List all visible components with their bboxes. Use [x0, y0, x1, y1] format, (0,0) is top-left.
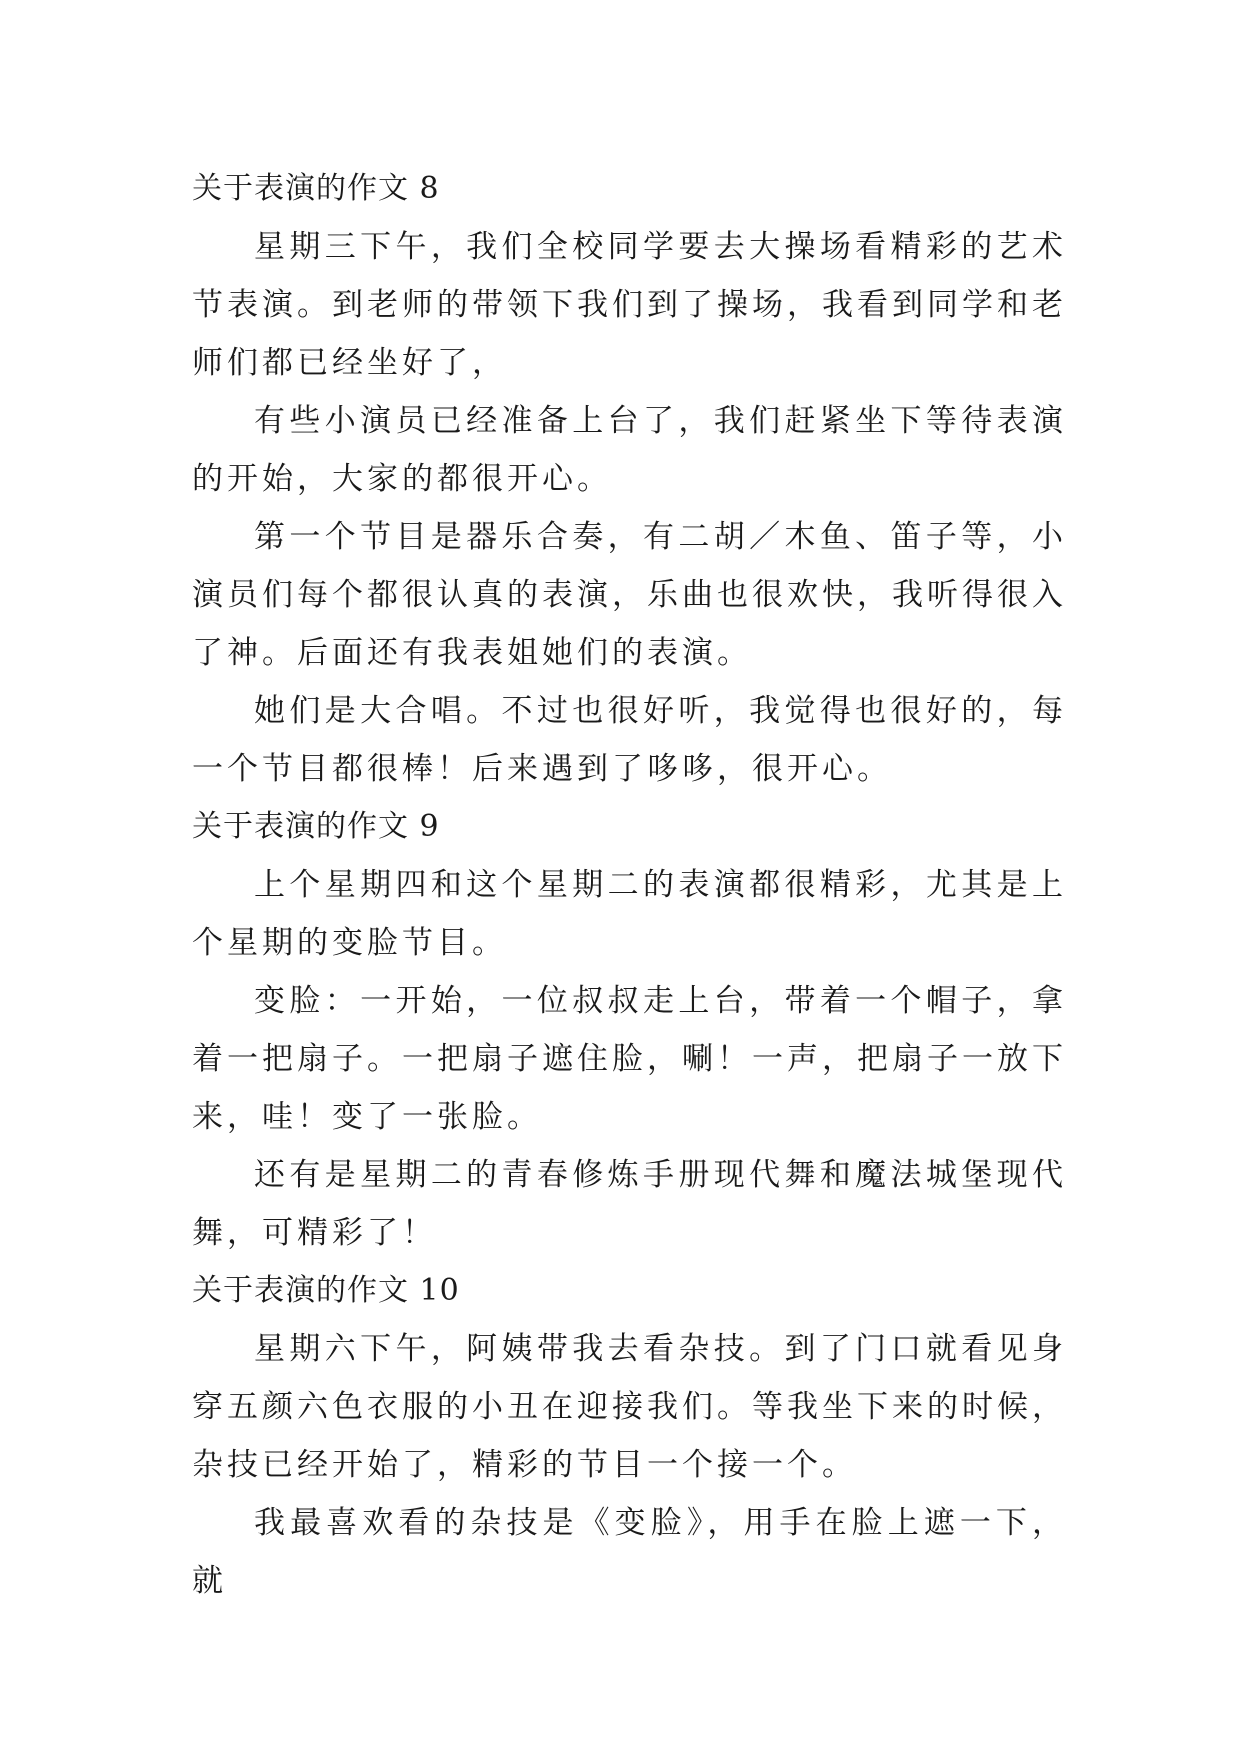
document-body — [192, 160, 1067, 1610]
essay-9 — [192, 798, 1067, 1262]
essay-8 — [192, 160, 1067, 798]
essay-paragraph: 有些小演员已经准备上台了，我们赶紧坐下等待表演的开始，大家的都很开心。 — [192, 403, 1067, 497]
essay-paragraph: 我最喜欢看的杂技是《变脸》，用手在脸上遮一下，就 — [192, 1505, 1067, 1599]
essay-paragraph: 还有是星期二的青春修炼手册现代舞和魔法城堡现代舞，可精彩了！ — [192, 1157, 1067, 1251]
essay-paragraph: 变脸：一开始，一位叔叔走上台，带着一个帽子，拿着一把扇子。一把扇子遮住脸，唰！一声，把扇子一放下来，哇！变了一张脸。 — [192, 983, 1067, 1135]
essay-paragraph: 上个星期四和这个星期二的表演都很精彩，尤其是上个星期的变脸节目。 — [192, 867, 1067, 961]
essay-title: 关于表演的作文 10 — [192, 1273, 460, 1308]
essay-title: 关于表演的作文 9 — [192, 809, 440, 844]
essay-title: 关于表演的作文 8 — [192, 171, 440, 206]
essay-paragraph: 她们是大合唱。不过也很好听，我觉得也很好的，每一个节目都很棒！后来遇到了哆哆，很开心。 — [192, 693, 1067, 787]
essay-paragraph: 星期六下午，阿姨带我去看杂技。到了门口就看见身穿五颜六色衣服的小丑在迎接我们。等我坐下来的时候，杂技已经开始了，精彩的节目一个接一个。 — [192, 1331, 1067, 1483]
essay-paragraph: 星期三下午，我们全校同学要去大操场看精彩的艺术节表演。到老师的带领下我们到了操场，我看到同学和老师们都已经坐好了， — [192, 229, 1067, 381]
essay-paragraph: 第一个节目是器乐合奏，有二胡／木鱼、笛子等，小演员们每个都很认真的表演，乐曲也很欢快，我听得很入了神。后面还有我表姐她们的表演。 — [192, 519, 1067, 671]
essay-10 — [192, 1262, 1067, 1610]
